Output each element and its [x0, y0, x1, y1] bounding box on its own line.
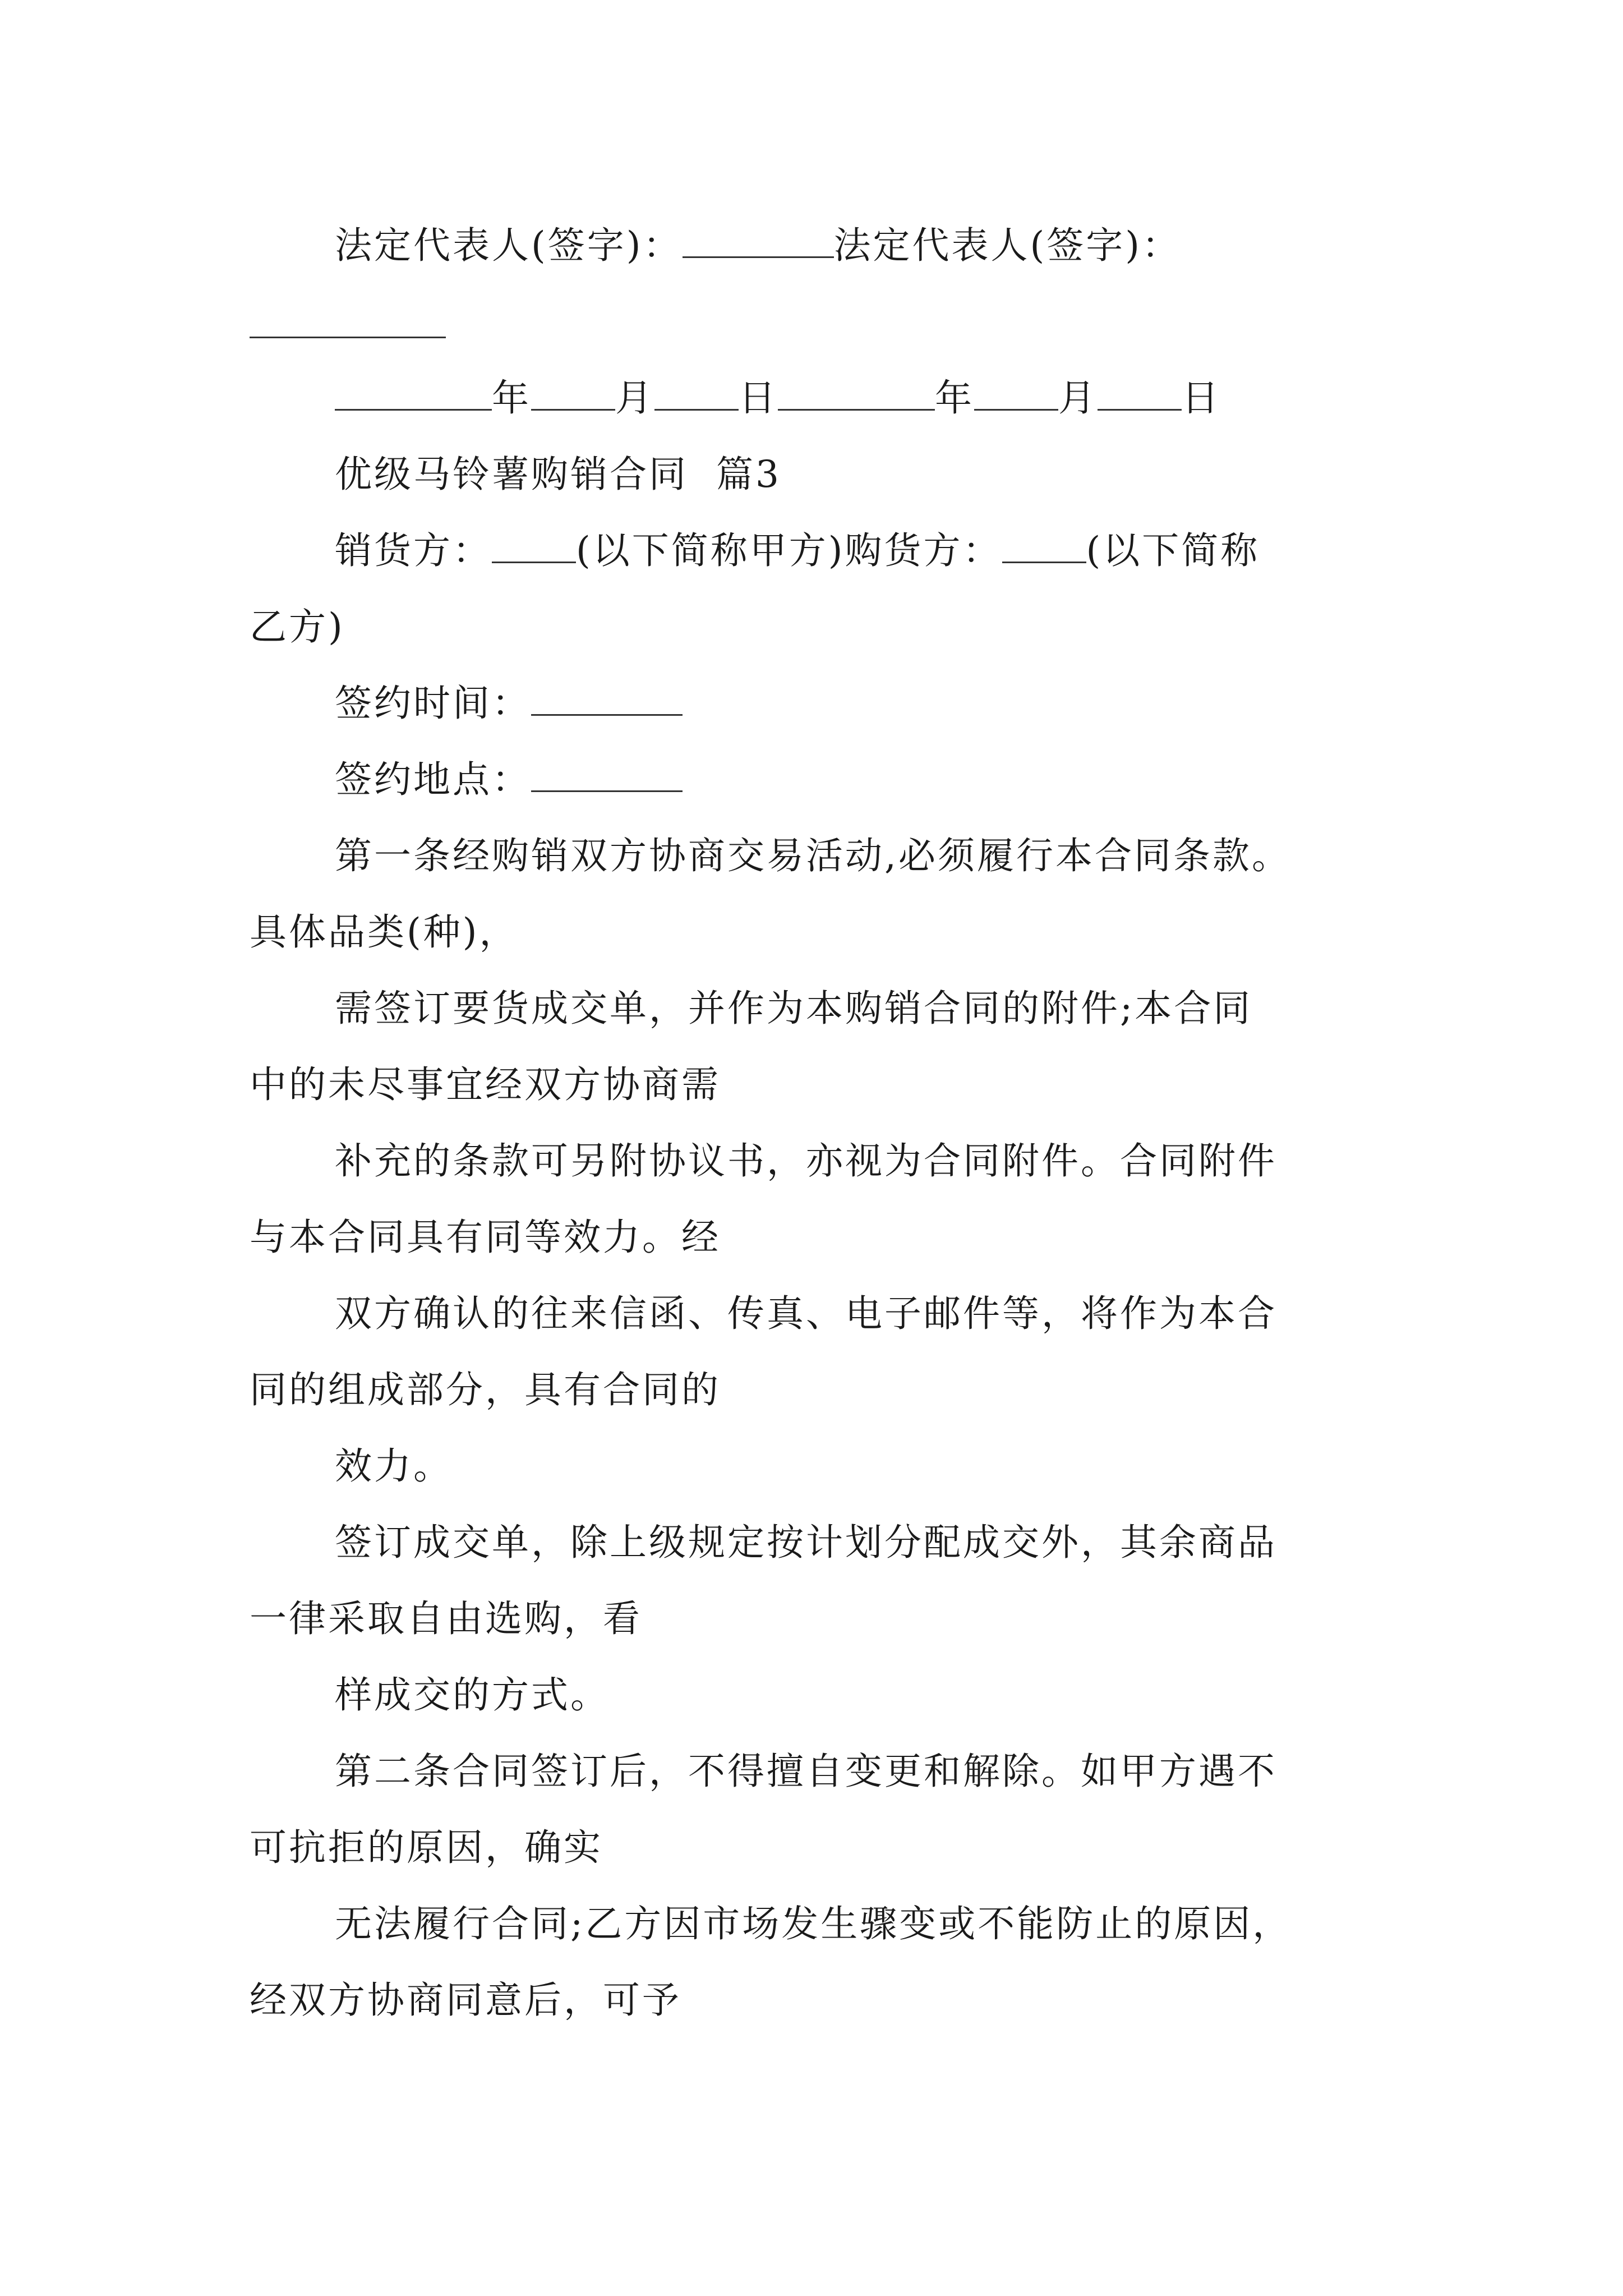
rep-sign-blank-a	[683, 222, 834, 258]
year-blank-a	[335, 374, 492, 411]
paragraph-line: 双方确认的往来信函、传真、电子邮件等，将作为本合	[335, 1292, 1277, 1335]
year-label-b: 年	[935, 376, 974, 420]
day-blank-b	[1098, 374, 1182, 411]
paragraph-line: 第一条经购销双方协商交易活动,必须履行本合同条款。	[335, 834, 1291, 877]
seller-label: 销货方：	[335, 529, 492, 572]
paragraph-line: 无法履行合同;乙方因市场发生骤变或不能防止的原因，	[335, 1902, 1292, 1945]
sign-place-line	[250, 742, 1388, 818]
sign-time-label: 签约时间：	[335, 682, 531, 725]
rep-sign-blank-b	[250, 337, 446, 338]
buyer-note: (以下简称	[1086, 529, 1260, 572]
parties-line	[250, 513, 1388, 589]
paragraph-line: 第二条合同签订后，不得擅自变更和解除。如甲方遇不	[335, 1750, 1277, 1793]
paragraph-line: 可抗拒的原因，确实	[250, 1826, 603, 1869]
paragraph-line: 需签订要货成交单，并作为本购销合同的附件;本合同	[335, 987, 1253, 1030]
section-title: 优级马铃薯购销合同 篇3	[335, 453, 781, 496]
day-blank-a	[654, 374, 739, 411]
paragraph-line: 经双方协商同意后，可予	[250, 1978, 681, 2022]
sign-place-blank	[531, 756, 683, 792]
seller-blank	[492, 527, 576, 563]
rep-label-b: 法定代表人(签字)：	[833, 224, 1181, 267]
month-label-a: 月	[615, 376, 654, 420]
rep-label-a: 法定代表人(签字)：	[335, 224, 683, 267]
paragraph-line: 效力。	[335, 1444, 453, 1488]
month-blank-a	[531, 374, 615, 411]
day-label-b: 日	[1182, 376, 1221, 420]
buyer-blank	[1002, 527, 1086, 563]
year-blank-b	[778, 374, 935, 411]
paragraph-line: 样成交的方式。	[335, 1673, 610, 1717]
paragraph-line: 补充的条款可另附协议书，亦视为合同附件。合同附件	[335, 1139, 1277, 1182]
paragraph-line: 中的未尽事宜经双方协商需	[250, 1063, 721, 1106]
year-label-a: 年	[492, 376, 531, 420]
signature-line-cont	[250, 284, 1388, 360]
seller-note: (以下简称甲方)购货方：	[576, 529, 1002, 572]
document-body	[250, 208, 1388, 2039]
paragraph-line: 同的组成部分，具有合同的	[250, 1368, 721, 1411]
sign-time-blank	[531, 679, 683, 716]
month-blank-b	[974, 374, 1058, 411]
parties-line-cont: 乙方)	[250, 605, 345, 648]
day-label-a: 日	[739, 376, 778, 420]
date-line	[250, 360, 1388, 436]
sign-place-label: 签约地点：	[335, 758, 531, 801]
sign-time-line	[250, 665, 1388, 742]
paragraph-line: 一律采取自由选购，看	[250, 1597, 642, 1640]
paragraph-line: 与本合同具有同等效力。经	[250, 1216, 721, 1259]
paragraph-line: 具体品类(种)，	[250, 910, 519, 954]
month-label-b: 月	[1058, 376, 1098, 420]
paragraph-line: 签订成交单，除上级规定按计划分配成交外，其余商品	[335, 1521, 1277, 1564]
signature-line	[250, 208, 1388, 284]
